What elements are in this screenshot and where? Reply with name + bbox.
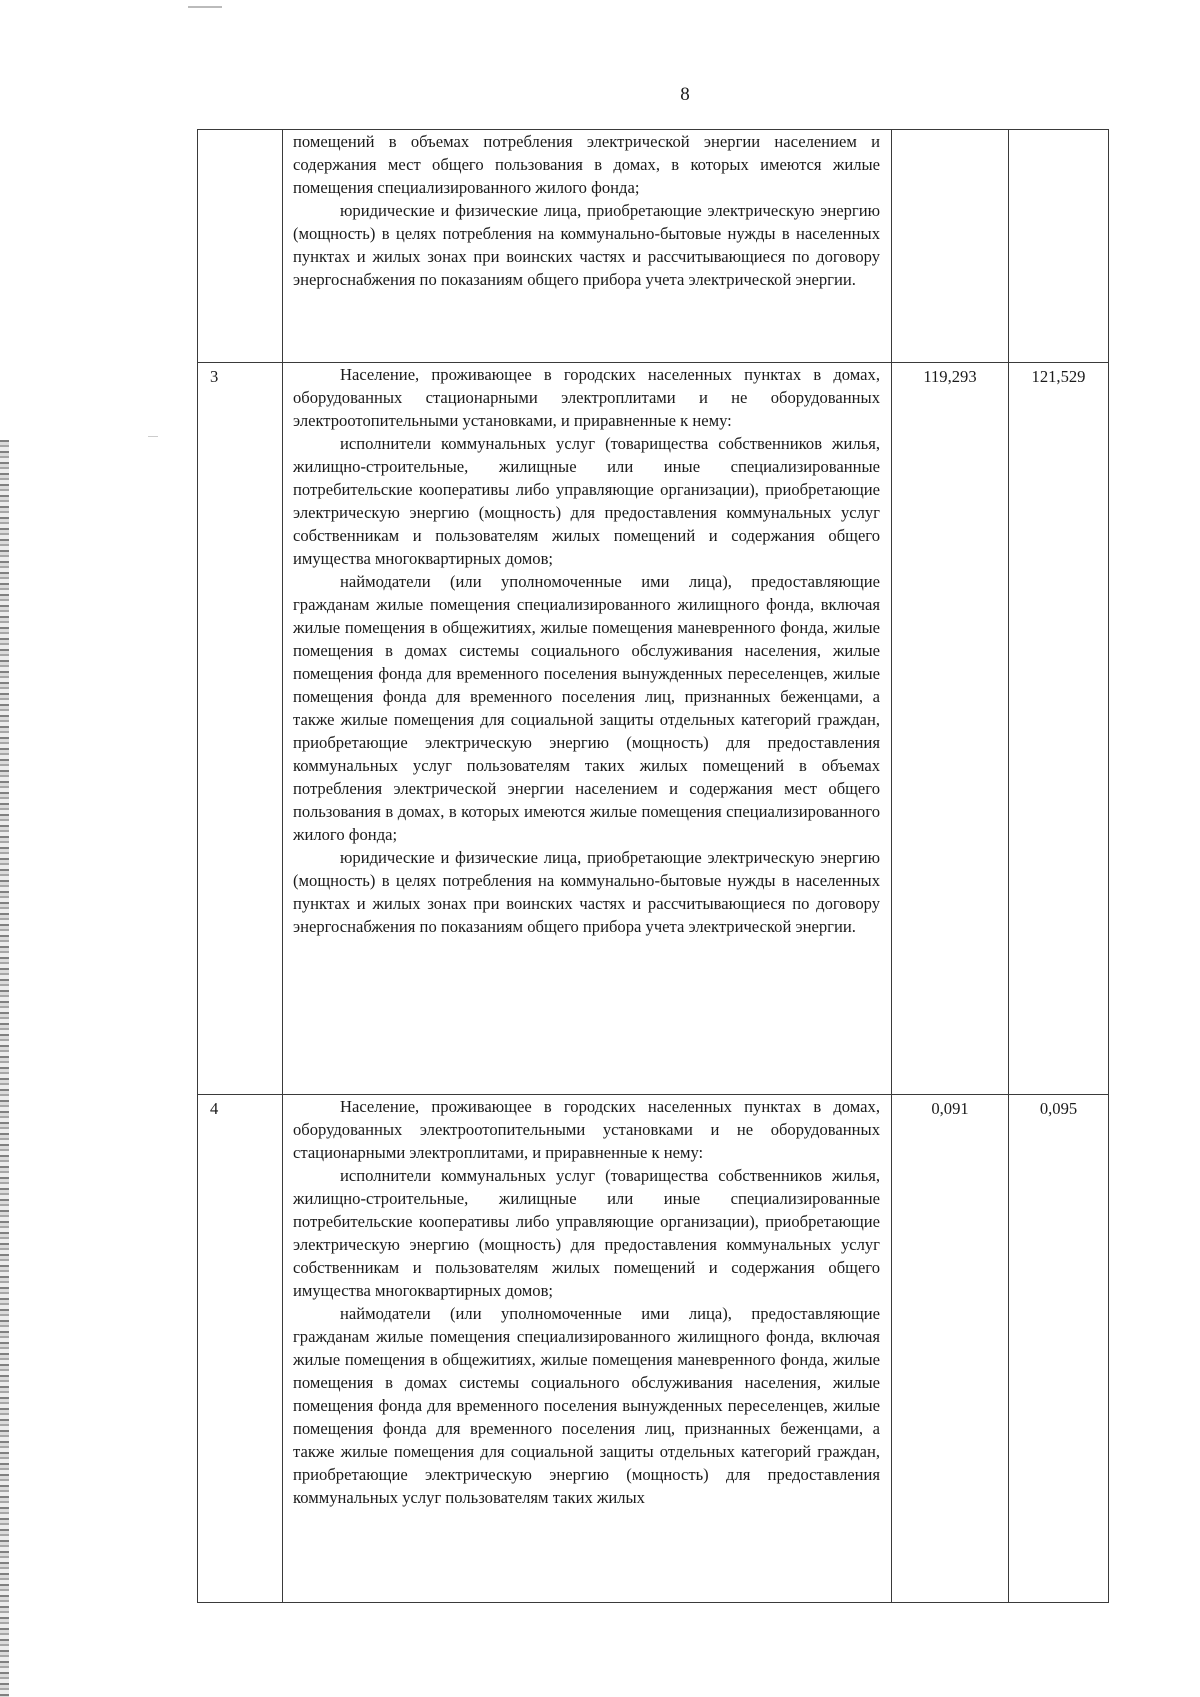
row-number-cell <box>198 130 283 363</box>
paragraph: юридические и физические лица, приобретающие электрическую энергию (мощность) в целях потребления на коммунально-бытовые нужды в населенных пунктах и жилых зонах при воинских частях и рассчитывающиеся по договору энергоснабжения по показаниям общего прибора учета электрической энергии. <box>293 848 880 936</box>
paragraph: исполнители коммунальных услуг (товарищества собственников жилья, жилищно-строительные, жилищные или иные специализированные потребительские кооперативы либо управляющие организации), приобретающие электрическую энергию (мощность) для предоставления коммунальных услуг собственникам и пользователям жилых помещений и содержания общего имущества многоквартирных домов; <box>293 1166 880 1300</box>
row-number-cell: 3 <box>198 363 283 1095</box>
tariff-value-cell-1 <box>892 130 1009 363</box>
paragraph: наймодатели (или уполномоченные ими лица), предоставляющие гражданам жилые помещения специализированного жилищного фонда, включая жилые помещения в общежитиях, жилые помещения маневренного фонда, жилые помещения в домах системы социального обслуживания населения, жилые помещения фонда для временного поселения вынужденных переселенцев, жилые помещения фонда для временного поселения лиц, признанных беженцами, а также жилые помещения для социальной защиты отдельных категорий граждан, приобретающие электрическую энергию (мощность) для предоставления коммунальных услуг пользователям таких жилых помещений в объемах потребления электрической энергии населением и содержания мест общего пользования в домах, в которых имеются жилые помещения специализированного жилого фонда; <box>293 572 880 844</box>
row-description-cell <box>283 1095 892 1603</box>
tariff-value-cell-1: 0,091 <box>892 1095 1009 1603</box>
row-number-cell: 4 <box>198 1095 283 1603</box>
paragraph: юридические и физические лица, приобретающие электрическую энергию (мощность) в целях потребления на коммунально-бытовые нужды в населенных пунктах и жилых зонах при воинских частях и рассчитывающиеся по договору энергоснабжения по показаниям общего прибора учета электрической энергии. <box>293 201 880 289</box>
tariff-table <box>197 129 1109 1603</box>
row-description-clip <box>293 1095 880 1601</box>
row-description-cell <box>283 363 892 1095</box>
paragraph: наймодатели (или уполномоченные ими лица), предоставляющие гражданам жилые помещения специализированного жилищного фонда, включая жилые помещения в общежитиях, жилые помещения маневренного фонда, жилые помещения в домах системы социального обслуживания населения, жилые помещения фонда для временного поселения вынужденных переселенцев, жилые помещения фонда для временного поселения лиц, признанных беженцами, а также жилые помещения для социальной защиты отдельных категорий граждан, приобретающие электрическую энергию (мощность) для предоставления коммунальных услуг пользователям таких жилых <box>293 1304 880 1507</box>
scan-artifact-mark <box>188 6 222 8</box>
paragraph: Население, проживающее в городских населенных пунктах в домах, оборудованных электроотопительными установками и не оборудованных стационарными электроплитами, и приравненные к нему: <box>293 1097 880 1162</box>
table-row-3 <box>198 363 1109 1095</box>
tariff-value-cell-2 <box>1009 130 1109 363</box>
table-row-4 <box>198 1095 1109 1603</box>
table-row-continuation <box>198 130 1109 363</box>
row-description-cell <box>283 130 892 363</box>
tariff-value-cell-2: 121,529 <box>1009 363 1109 1095</box>
paragraph: исполнители коммунальных услуг (товарищества собственников жилья, жилищно-строительные, жилищные или иные специализированные потребительские кооперативы либо управляющие организации), приобретающие электрическую энергию (мощность) для предоставления коммунальных услуг собственникам и пользователям жилых помещений и содержания общего имущества многоквартирных домов; <box>293 434 880 568</box>
page-number: 8 <box>680 84 690 105</box>
tariff-value-cell-2: 0,095 <box>1009 1095 1109 1603</box>
paragraph: Население, проживающее в городских населенных пунктах в домах, оборудованных стационарными электроплитами и не оборудованных электроотопительными установками, и приравненные к нему: <box>293 365 880 430</box>
scan-artifact-dot <box>148 436 158 437</box>
scan-edge-artifact <box>0 440 9 1697</box>
tariff-value-cell-1: 119,293 <box>892 363 1009 1095</box>
paragraph: помещений в объемах потребления электрической энергии населением и содержания мест общего пользования в домах, в которых имеются жилые помещения специализированного жилого фонда; <box>293 132 880 197</box>
